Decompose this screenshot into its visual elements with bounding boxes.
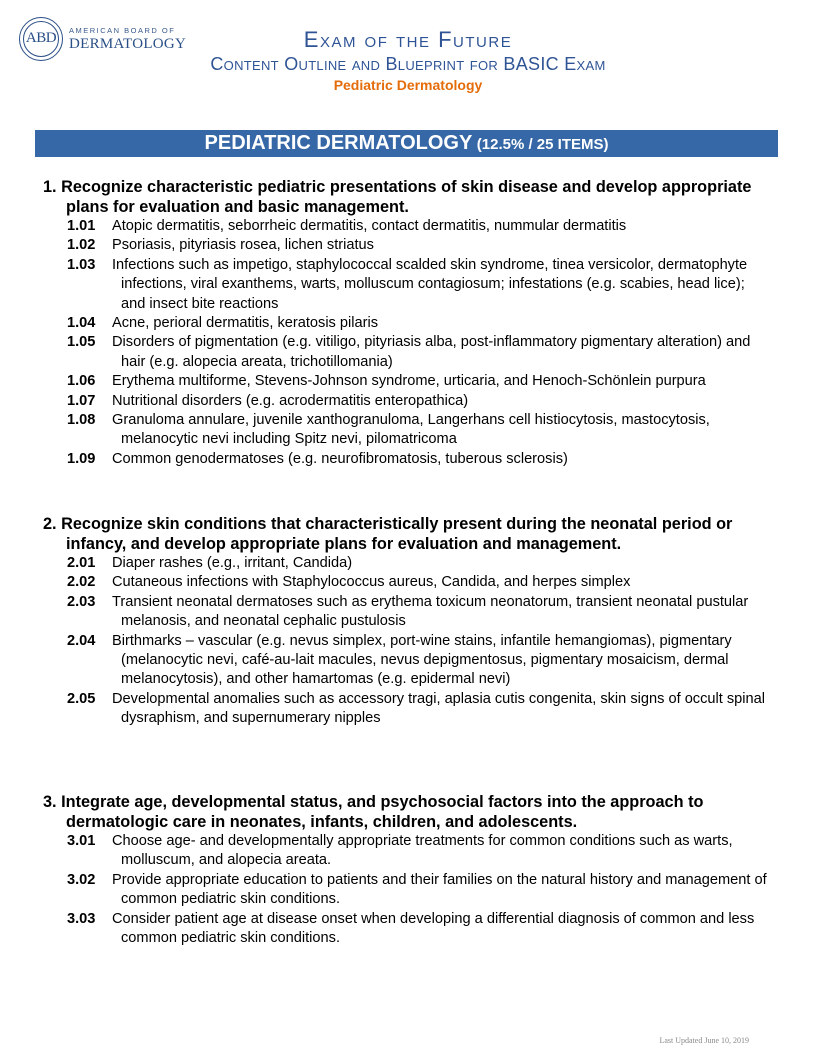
item-text: Consider patient age at disease onset when developing a differential diagnosis of common and less common pediatric skin conditions. (112, 910, 755, 947)
item-text: Infections such as impetigo, staphylococcal scalded skin syndrome, tinea versicolor, dermatophyte infections, viral exanthems, warts, molluscum contagiosum; infestations (e.g. scabies, head lice); and insect bite reactions (112, 256, 748, 312)
item-number: 2.03 (67, 593, 96, 610)
list-item (43, 333, 773, 372)
outline-section-1 (43, 177, 773, 469)
item-text: Acne, perioral dermatitis, keratosis pilaris (112, 315, 379, 332)
item-number: 2.02 (67, 574, 96, 591)
list-item (43, 573, 773, 592)
item-text: Erythema multiforme, Stevens-Johnson syndrome, urticaria, and Henoch-Schönlein purpura (112, 373, 706, 390)
outline-section-2 (43, 514, 773, 729)
list-item (43, 910, 773, 949)
list-item (43, 632, 773, 690)
seal-text: ABD (25, 30, 57, 46)
section-title: 2. Recognize skin conditions that characteristically present during the neonatal period or infancy, and develop appropriate plans for evaluation and management. (43, 515, 733, 553)
item-number: 1.03 (67, 256, 96, 273)
list-item (43, 217, 773, 236)
item-text: Diaper rashes (e.g., irritant, Candida) (112, 555, 353, 571)
last-updated: Last Updated June 10, 2019 (659, 1036, 749, 1045)
item-text: Common genodermatoses (e.g. neurofibromatosis, tuberous sclerosis) (112, 450, 568, 467)
list-item (43, 236, 773, 255)
item-number: 1.05 (67, 334, 96, 351)
list-item (43, 314, 773, 333)
item-number: 1.02 (67, 237, 96, 254)
item-number: 2.05 (67, 690, 96, 707)
org-name-big: DERMATOLOGY (69, 36, 187, 52)
list-item (43, 256, 773, 314)
list-item (43, 690, 773, 729)
banner-title: PEDIATRIC DERMATOLOGY (204, 132, 473, 154)
page-topic: Pediatric Dermatology (333, 77, 483, 93)
list-item (43, 554, 773, 573)
item-number: 1.09 (67, 450, 96, 467)
section-title: 1. Recognize characteristic pediatric presentations of skin disease and develop appropriate plans for evaluation and basic management. (43, 178, 752, 216)
item-text: Provide appropriate education to patients and their families on the natural history and management of common pediatric skin conditions. (112, 871, 767, 908)
item-number: 1.07 (67, 392, 96, 409)
item-number: 2.04 (67, 632, 96, 649)
item-text: Atopic dermatitis, seborrheic dermatitis, contact dermatitis, nummular dermatitis (112, 218, 627, 234)
outline-section-3 (43, 792, 773, 948)
banner-subtitle: (12.5% / 25 ITEMS) (476, 136, 609, 153)
item-text: Disorders of pigmentation (e.g. vitiligo, pityriasis alba, post-inflammatory pigmentary alteration) and hair (e.g. alopecia areata, trichotillomania) (112, 334, 751, 370)
list-item (43, 372, 773, 391)
list-item (43, 871, 773, 910)
item-number: 3.03 (67, 910, 96, 927)
item-number: 1.08 (67, 412, 96, 429)
page-title: Exam of the Future (303, 27, 513, 52)
item-number: 1.04 (67, 315, 96, 332)
list-item (43, 593, 773, 632)
item-text: Developmental anomalies such as accessory tragi, aplasia cutis congenita, skin signs of occult spinal dysraphism, and supernumerary nipples (112, 690, 765, 727)
item-number: 1.01 (67, 218, 96, 234)
section-banner (35, 130, 778, 157)
item-text: Granuloma annulare, juvenile xanthogranuloma, Langerhans cell histiocytosis, mastocytosis, melanocytic nevi including Spitz nevi, pilomatricoma (112, 412, 710, 448)
item-text: Psoriasis, pityriasis rosea, lichen striatus (112, 237, 374, 254)
item-text: Nutritional disorders (e.g. acrodermatitis enteropathica) (112, 392, 469, 409)
section-title: 3. Integrate age, developmental status, and psychosocial factors into the approach to dermatologic care in neonates, infants, children, and adolescents. (43, 793, 704, 831)
org-name-small: AMERICAN BOARD OF (69, 26, 176, 35)
item-number: 2.01 (67, 555, 96, 571)
page-subtitle: Content Outline and Blueprint for BASIC Exam (210, 54, 606, 74)
list-item (43, 832, 773, 871)
item-text: Cutaneous infections with Staphylococcus aureus, Candida, and herpes simplex (112, 574, 631, 591)
list-item (43, 392, 773, 411)
item-text: Transient neonatal dermatoses such as erythema toxicum neonatorum, transient neonatal pustular melanosis, and neonatal cephalic pustulosis (112, 593, 749, 630)
list-item (43, 450, 773, 469)
list-item (43, 411, 773, 450)
item-number: 3.01 (67, 833, 96, 849)
item-number: 1.06 (67, 373, 96, 390)
item-text: Birthmarks – vascular (e.g. nevus simplex, port-wine stains, infantile hemangiomas), pigmentary (melanocytic nevi, café-au-lait macules, nevus depigmentosus, pigmentary mosaicism, dermal melanocytosis), and other hamartomas (e.g. epidermal nevi) (112, 632, 732, 688)
item-number: 3.02 (67, 871, 96, 888)
item-text: Choose age- and developmentally appropriate treatments for common conditions such as warts, molluscum, and alopecia areata. (112, 833, 733, 869)
